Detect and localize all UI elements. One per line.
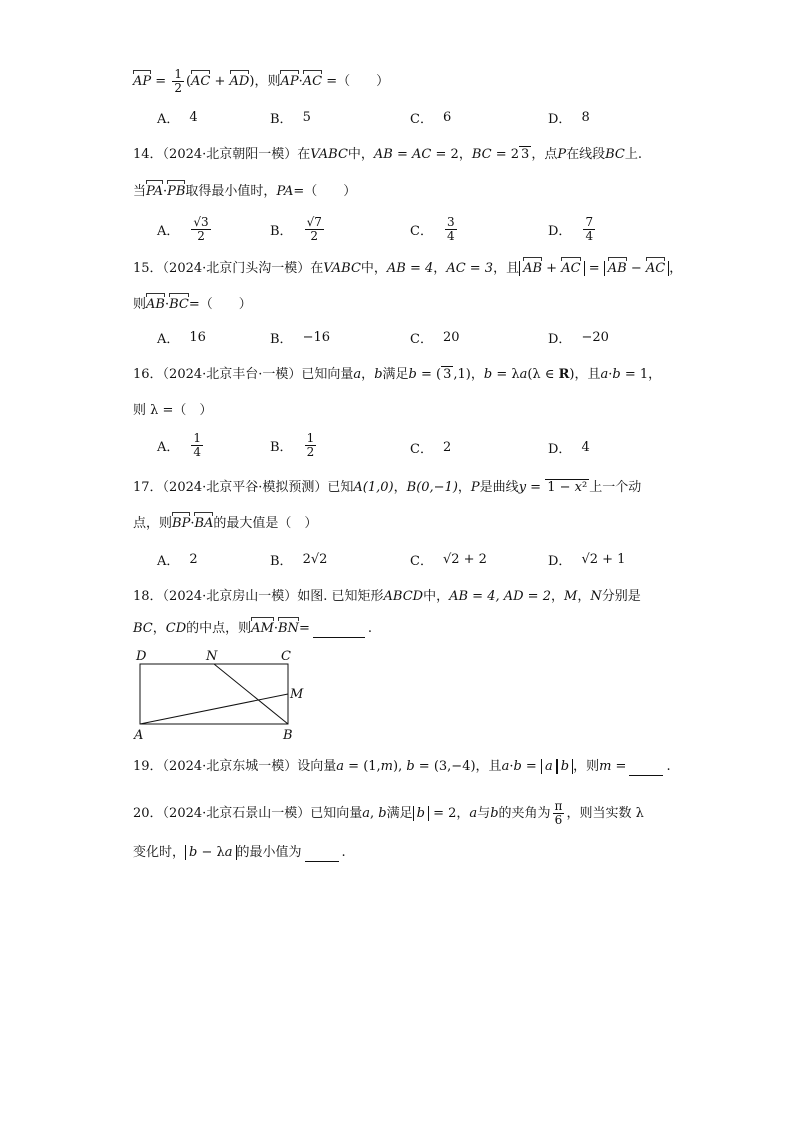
q15-choice-c[interactable]: C． 20 bbox=[410, 330, 460, 347]
q13-choice-a[interactable]: A． 4 bbox=[157, 110, 198, 127]
q14-choice-b[interactable]: B． $\frac{√7}{2}$ bbox=[270, 215, 322, 243]
q20-answer-blank[interactable] bbox=[305, 861, 339, 862]
q19-stem: 19．（2024·北京东城一模）设向量a = (1,m), b = (3,−4)，且a·b = a b ，则m = . bbox=[133, 759, 671, 774]
label-m: M bbox=[290, 687, 304, 702]
q13-choice-c[interactable]: C． 6 bbox=[410, 110, 452, 127]
q13-choices bbox=[0, 108, 794, 132]
label-a: A bbox=[134, 728, 144, 743]
q17-choice-d[interactable]: D． √2 + 1 bbox=[548, 552, 626, 569]
q18-answer-blank[interactable] bbox=[313, 637, 365, 638]
q17-stem-line2: 点，则BP·BA的最大值是（ ） bbox=[133, 516, 318, 531]
q17-choice-c[interactable]: C． √2 + 2 bbox=[410, 552, 487, 569]
q18-stem-line2: BC，CD的中点，则AM·BN= . bbox=[133, 621, 372, 636]
vec-ap: AP bbox=[133, 74, 152, 89]
q13-choice-d[interactable]: D． 8 bbox=[548, 110, 590, 127]
q15-stem-line2: 则AB·BC=（ ） bbox=[133, 297, 252, 312]
q14-choice-d[interactable]: D． $\frac{7}{4}$ bbox=[548, 215, 594, 243]
q17-choices bbox=[0, 550, 794, 574]
q14-choices bbox=[0, 216, 794, 246]
segment-bn bbox=[214, 664, 288, 724]
fraction-half: $\frac{1}{2}$ bbox=[174, 67, 182, 95]
q18-stem-line1: 18．（2024·北京房山一模）如图. 已知矩形ABCD中，AB = 4, AD = 2，M，N分别是 bbox=[133, 589, 641, 604]
q15-choices bbox=[0, 328, 794, 352]
q16-choice-c[interactable]: C． 2 bbox=[410, 440, 452, 457]
q14-choice-c[interactable]: C． $\frac{3}{4}$ bbox=[410, 215, 455, 243]
q13-stem: AP = $\frac{1}{2}$ (AC + AD)，则AP·AC =（ ） bbox=[133, 67, 390, 95]
q16-choices bbox=[0, 432, 794, 462]
q16-choice-b[interactable]: B． $\frac{1}{2}$ bbox=[270, 431, 315, 459]
q19-answer-blank[interactable] bbox=[629, 775, 663, 776]
q17-choice-b[interactable]: B． 2√2 bbox=[270, 552, 328, 569]
q14-stem-line1: 14．（2024·北京朝阳一模）在VABC中，AB = AC = 2，BC = 2 3 ，点P在线段BC上. bbox=[133, 147, 642, 162]
segment-am bbox=[140, 694, 288, 724]
label-b: B bbox=[283, 728, 293, 743]
q17-stem-line1: 17．（2024·北京平谷·模拟预测）已知A(1,0)，B(0,−1)，P是曲线y = 1 − x² 上一个动 bbox=[133, 480, 642, 495]
rectangle-figure bbox=[128, 646, 308, 744]
q16-stem-line1: 16．（2024·北京丰台·一模）已知向量a，b满足b = ( 3 ,1)，b = λa(λ ∈ R)，且a·b = 1， bbox=[133, 367, 662, 382]
label-c: C bbox=[281, 649, 291, 664]
q14-choice-a[interactable]: A． $\frac{√3}{2}$ bbox=[157, 215, 209, 243]
rectangle-abcd bbox=[140, 664, 288, 724]
q13-choice-b[interactable]: B． 5 bbox=[270, 110, 311, 127]
q15-choice-a[interactable]: A． 16 bbox=[157, 330, 206, 347]
q16-choice-a[interactable]: A． $\frac{1}{4}$ bbox=[157, 431, 202, 459]
label-d: D bbox=[136, 649, 147, 664]
q15-choice-b[interactable]: B． −16 bbox=[270, 330, 330, 347]
q16-stem-line2: 则 λ =（ ） bbox=[133, 403, 213, 418]
q17-choice-a[interactable]: A． 2 bbox=[157, 552, 198, 569]
q20-stem-line2: 变化时， b − λa 的最小值为 . bbox=[133, 845, 346, 860]
label-n: N bbox=[206, 649, 218, 664]
q16-choice-d[interactable]: D． 4 bbox=[548, 440, 590, 457]
q20-stem-line1: 20．（2024·北京石景山一模）已知向量a, b满足 b = 2，a与b的夹角为 $\frac{\pi}{6}$ ，则当实数 λ bbox=[133, 799, 644, 827]
q14-stem-line2: 当PA·PB取得最小值时，PA=（ ） bbox=[133, 184, 357, 199]
q15-stem-line1: 15．（2024·北京门头沟一模）在VABC中，AB = 4，AC = 3，且 AB + AC = AB − AC ， bbox=[133, 261, 683, 276]
q15-choice-d[interactable]: D． −20 bbox=[548, 330, 609, 347]
